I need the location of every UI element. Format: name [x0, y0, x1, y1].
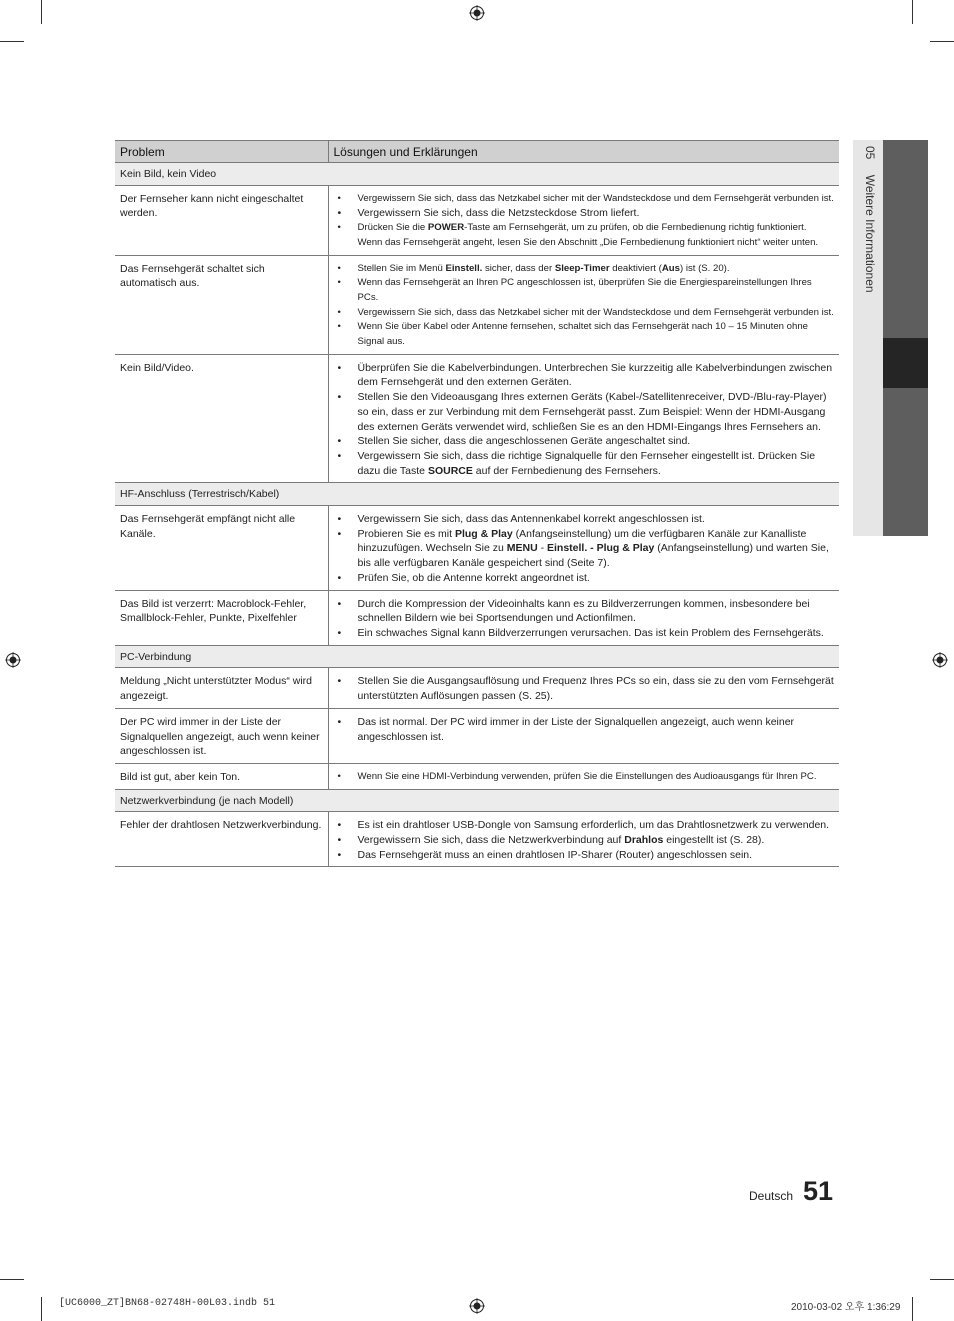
chapter-tab-label — [859, 146, 877, 293]
section-row — [115, 789, 839, 812]
solution-list — [337, 818, 835, 862]
table-row — [115, 708, 839, 763]
registration-mark-icon — [469, 5, 485, 21]
crop-mark — [930, 1279, 954, 1280]
solution-item — [337, 512, 835, 527]
solution-list — [337, 361, 835, 479]
print-timestamp: 2010-03-02 오후 1:36:29 — [791, 1302, 901, 1313]
emphasis-text: POWER — [427, 222, 465, 234]
problem-cell: Der PC wird immer in der Liste der Signalquellen angezeigt, auch wenn keiner angeschlossen ist. — [115, 708, 328, 763]
table-row — [115, 590, 839, 645]
solution-item — [337, 527, 835, 571]
solutions-cell — [328, 354, 839, 483]
solution-item — [337, 262, 835, 277]
troubleshooting-table — [115, 140, 839, 867]
emphasis-text: Sleep-Timer — [554, 262, 610, 274]
solution-text: Vergewissern Sie sich, dass die richtige Signalquelle für den Fernseher eingestellt ist. Drücken Sie dazu die Taste — [357, 449, 816, 477]
solution-text: Es ist ein drahtloser USB-Dongle von Samsung erforderlich, um das Drahtlosnetzwerk zu verwenden. — [357, 819, 830, 832]
solution-item — [337, 320, 835, 349]
footer-language: Deutsch — [749, 1189, 794, 1203]
table-row — [115, 506, 839, 591]
solution-item — [337, 626, 835, 641]
section-row — [115, 163, 839, 186]
solution-text: ) ist (S. 20). — [679, 262, 730, 274]
emphasis-text: Aus — [661, 262, 680, 274]
solution-text: (Anfangseinstellung) und warten Sie, bis alle verfügbaren Kanäle gespeichert sind (Seite 7). — [357, 542, 829, 570]
solution-text: Drücken Sie die — [357, 222, 428, 234]
solution-text: Vergewissern Sie sich, dass die Netzsteckdose Strom liefert. — [357, 207, 640, 220]
page-number: 51 — [803, 1176, 834, 1206]
solution-text: Vergewissern Sie sich, dass das Antennenkabel korrekt angeschlossen ist. — [357, 513, 705, 526]
solution-text: Stellen Sie sicher, dass die angeschlossenen Geräte angeschaltet sind. — [357, 435, 691, 448]
table-row — [115, 763, 839, 789]
solution-list — [337, 262, 835, 350]
table-header-row — [115, 141, 839, 163]
problem-cell: Das Fernsehgerät schaltet sich automatisch aus. — [115, 255, 328, 354]
chapter-title: Weitere Informationen — [863, 174, 877, 293]
chapter-tab-marker — [883, 338, 928, 388]
solution-text: -Taste am Fernsehgerät, um zu prüfen, ob die Fernbedienung richtig funktioniert. Wenn das Fernsehgerät angeht, lesen Sie den Abschnitt „Die Fernbedienung funktioniert nicht“ weiter unten. — [357, 222, 819, 248]
problem-cell: Meldung „Nicht unterstützter Modus“ wird angezeigt. — [115, 668, 328, 708]
solution-text: Vergewissern Sie sich, dass die Netzwerkverbindung auf — [357, 834, 625, 847]
solution-item — [337, 361, 835, 390]
solution-item — [337, 674, 835, 703]
solution-text: Wenn das Fernsehgerät an Ihren PC angeschlossen ist, überprüfen Sie die Energiespareinstellungen Ihres PCs. — [357, 277, 812, 303]
solutions-cell — [328, 506, 839, 591]
section-title: HF-Anschluss (Terrestrisch/Kabel) — [115, 483, 839, 506]
solution-item — [337, 571, 835, 586]
solution-text: auf der Fernbedienung des Fernsehers. — [472, 464, 661, 477]
solution-item — [337, 206, 835, 221]
crop-mark — [41, 0, 42, 24]
solution-text: Durch die Kompression der Videoinhalts kann es zu Bildverzerrungen kommen, insbesondere bei schnellen Bildern wie bei Sportsendungen und Actionfilmen. — [357, 597, 810, 625]
solution-text: Prüfen Sie, ob die Antenne korrekt angeordnet ist. — [357, 571, 590, 584]
solution-item — [337, 597, 835, 626]
crop-mark — [0, 41, 24, 42]
registration-mark-icon — [932, 652, 948, 668]
solution-item — [337, 833, 835, 848]
solution-text: - — [537, 542, 547, 555]
chapter-number: 05 — [863, 146, 877, 160]
problem-cell: Fehler der drahtlosen Netzwerkverbindung. — [115, 812, 328, 867]
solution-list — [337, 770, 835, 785]
solution-item — [337, 770, 835, 785]
solution-list — [337, 674, 835, 703]
table-row — [115, 185, 839, 255]
solution-text: Wenn Sie über Kabel oder Antenne fernsehen, schaltet sich das Fernsehgerät nach 10 – 15 Minuten ohne Signal aus. — [357, 321, 808, 348]
section-title: Kein Bild, kein Video — [115, 163, 839, 186]
emphasis-text: SOURCE — [427, 464, 473, 477]
emphasis-text: Plug & Play — [454, 527, 513, 540]
table-row — [115, 812, 839, 867]
solution-text: (Anfangseinstellung) um die verfügbaren Kanäle zur Kanalliste hinzuzufügen. Wechseln Sie zu — [357, 527, 807, 555]
solution-item — [337, 390, 835, 434]
solution-item — [337, 434, 835, 449]
crop-mark — [0, 1279, 24, 1280]
solution-text: Probieren Sie es mit — [357, 527, 455, 540]
emphasis-text: MENU — [506, 542, 538, 555]
solution-text: Vergewissern Sie sich, dass das Netzkabel sicher mit der Wandsteckdose und dem Fernsehgerät verbunden ist. — [357, 306, 834, 318]
solution-item — [337, 221, 835, 250]
solution-item — [337, 848, 835, 863]
solution-text: Ein schwaches Signal kann Bildverzerrungen verursachen. Das ist kein Problem des Fernsehgeräts. — [357, 626, 824, 639]
solutions-cell — [328, 185, 839, 255]
section-title: PC-Verbindung — [115, 645, 839, 668]
problem-cell: Das Bild ist verzerrt: Macroblock-Fehler, Smallblock-Fehler, Punkte, Pixelfehler — [115, 590, 328, 645]
solution-text: deaktiviert ( — [609, 262, 662, 274]
crop-mark — [912, 0, 913, 24]
column-header-solutions: Lösungen und Erklärungen — [328, 141, 839, 163]
solution-item — [337, 715, 835, 744]
section-title: Netzwerkverbindung (je nach Modell) — [115, 789, 839, 812]
print-file-info: [UC6000_ZT]BN68-02748H-00L03.indb 51 — [59, 1298, 276, 1309]
table-row — [115, 354, 839, 483]
crop-mark — [912, 1297, 913, 1321]
solution-text: Stellen Sie den Videoausgang Ihres externen Geräts (Kabel-/Satellitenreceiver, DVD-/Blu-ray-Player) so ein, dass er zur Verbindung mit dem Fernsehgerät passt. Zum Beispiel: Wenn der HDMI-Ausgang des externen Geräts verwendet wird, schließen Sie es an den HDMI-Eingangs Ihres Fernsehers an. — [357, 391, 827, 433]
problem-cell: Kein Bild/Video. — [115, 354, 328, 483]
crop-mark — [41, 1297, 42, 1321]
problem-cell: Bild ist gut, aber kein Ton. — [115, 763, 328, 789]
column-header-problem: Problem — [115, 141, 328, 163]
table-row — [115, 255, 839, 354]
solutions-cell — [328, 255, 839, 354]
solutions-cell — [328, 812, 839, 867]
solution-text: Stellen Sie die Ausgangsauflösung und Frequenz Ihres PCs so ein, dass sie zu den vom Fernsehgerät unterstützten Auflösungen passen (S. 25). — [357, 675, 834, 703]
solution-list — [337, 192, 835, 251]
solutions-cell — [328, 763, 839, 789]
solution-text: Überprüfen Sie die Kabelverbindungen. Unterbrechen Sie kurzzeitig alle Kabelverbindungen zwischen dem Fernsehgerät und den externen Geräten. — [357, 361, 833, 389]
solution-text: Das ist normal. Der PC wird immer in der Liste der Signalquellen angezeigt, auch wenn keiner angeschlossen ist. — [357, 715, 795, 743]
solution-text: Vergewissern Sie sich, dass das Netzkabel sicher mit der Wandsteckdose und dem Fernsehgerät verbunden ist. — [357, 192, 834, 204]
solution-text: eingestellt ist (S. 28). — [663, 834, 765, 847]
problem-cell: Der Fernseher kann nicht eingeschaltet werden. — [115, 185, 328, 255]
solution-text: Das Fernsehgerät muss an einen drahtlosen IP-Sharer (Router) angeschlossen sein. — [357, 848, 753, 861]
solutions-cell — [328, 590, 839, 645]
solution-list — [337, 597, 835, 641]
solution-list — [337, 512, 835, 586]
solutions-cell — [328, 708, 839, 763]
solution-item — [337, 306, 835, 321]
solutions-cell — [328, 668, 839, 708]
section-row — [115, 483, 839, 506]
problem-cell: Das Fernsehgerät empfängt nicht alle Kanäle. — [115, 506, 328, 591]
solution-text: sicher, dass der — [482, 262, 555, 274]
emphasis-text: Einstell. — [445, 262, 483, 274]
solution-item — [337, 449, 835, 478]
section-row — [115, 645, 839, 668]
crop-mark — [930, 41, 954, 42]
emphasis-text: Drahlos — [624, 834, 664, 847]
solution-item — [337, 192, 835, 207]
table-body — [115, 163, 839, 867]
registration-mark-icon — [5, 652, 21, 668]
solution-item — [337, 276, 835, 305]
table-row — [115, 668, 839, 708]
solution-text: Wenn Sie eine HDMI-Verbindung verwenden, prüfen Sie die Einstellungen des Audioausgangs für Ihren PC. — [357, 770, 817, 782]
solution-list — [337, 715, 835, 744]
solution-item — [337, 818, 835, 833]
registration-mark-icon — [469, 1298, 485, 1314]
emphasis-text: Einstell. - Plug & Play — [547, 542, 655, 555]
solution-text: Stellen Sie im Menü — [357, 262, 446, 274]
